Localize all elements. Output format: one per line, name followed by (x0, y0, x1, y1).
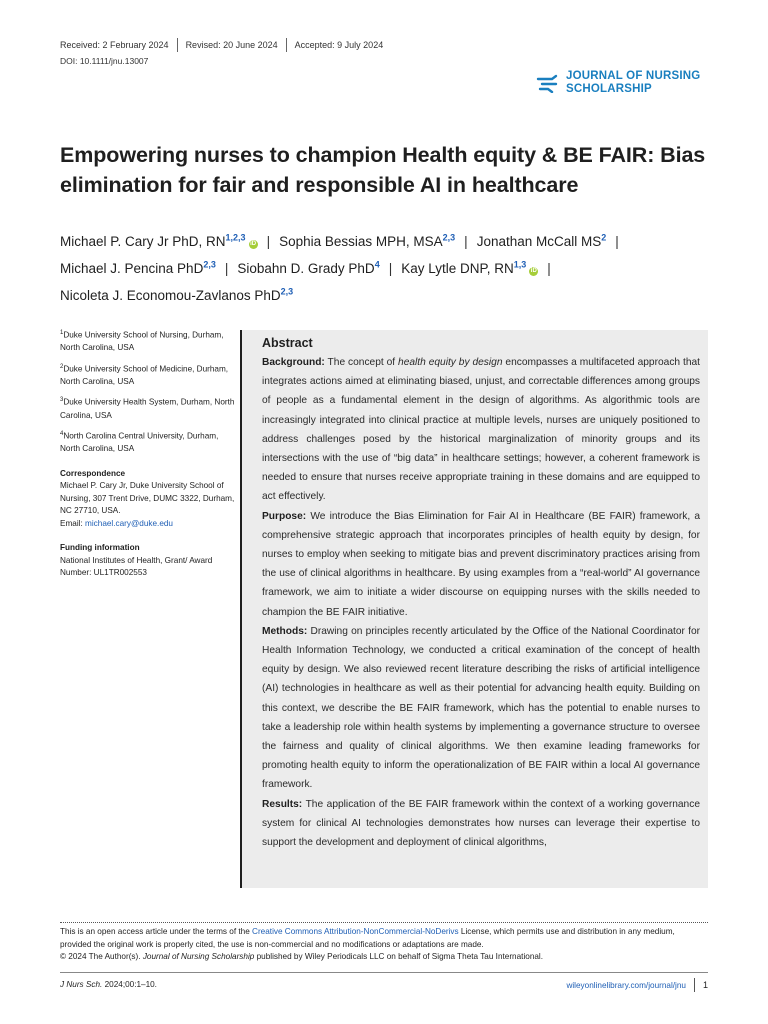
journal-name-line2: SCHOLARSHIP (566, 83, 652, 95)
article-dates (60, 38, 383, 52)
author-entry (60, 261, 216, 276)
author-entry (60, 288, 293, 303)
author-entry (401, 261, 538, 276)
copyright-post: published by Wiley Periodicals LLC on behalf of Sigma Theta Tau International. (254, 952, 544, 961)
affiliations (60, 327, 240, 456)
copyright-pre: © 2024 The Author(s). (60, 952, 143, 961)
license-pre: This is an open access article under the terms of the (60, 927, 253, 936)
abstract-section (262, 795, 700, 853)
correspondence-email-line (60, 518, 240, 531)
abstract-section (262, 353, 700, 507)
article-title: Empowering nurses to champion Health equity & BE FAIR: Bias elimination for fair and responsible AI in healthcare (60, 143, 706, 197)
author-entry (279, 234, 455, 249)
abstract-section-label: Background: (262, 357, 325, 368)
divider (286, 38, 287, 52)
affiliation (60, 327, 240, 355)
journal-website-link[interactable]: wileyonlinelibrary.com/journal/jnu (566, 980, 686, 990)
orcid-icon[interactable]: iD (530, 267, 537, 274)
abstract (262, 334, 700, 852)
author-name[interactable]: Siobahn D. Grady PhD (237, 260, 375, 276)
author-separator: | (615, 233, 619, 249)
author-affiliation-marks: 2 (601, 232, 607, 242)
correspondence-heading: Correspondence (60, 468, 126, 478)
author-affiliation-marks: 2,3 (442, 232, 456, 242)
affiliation-text: Duke University School of Nursing, Durham, North Carolina, USA (60, 330, 224, 353)
divider (177, 38, 178, 52)
revised-date: Revised: 20 June 2024 (185, 40, 278, 50)
footer-dotted-rule (60, 922, 708, 923)
footer-rule (60, 972, 708, 973)
author-name[interactable]: Sophia Bessias MPH, MSA (279, 233, 443, 249)
author-affiliation-marks: 1,2,3 (225, 232, 246, 242)
author-entry (60, 234, 258, 249)
affiliation (60, 428, 240, 456)
affiliation-number: 3 (60, 397, 64, 404)
received-date: Received: 2 February 2024 (60, 40, 169, 50)
author-list (60, 226, 720, 307)
abstract-section-label: Methods: (262, 625, 308, 637)
page-number: 1 (702, 980, 708, 990)
author-separator: | (464, 233, 468, 249)
affiliation-number: 2 (60, 363, 64, 370)
abstract-section (262, 622, 700, 795)
abstract-section-text: encompasses a multifaceted approach that integrates actions aimed at eliminating biased, unjust, and correctable differences among groups of people as a fundamental element in the design of algorithms. As algorithmic tools are increasingly integrated into clinical practice at multiple levels, nurses are uniquely positioned to address challenges posed by the historical marginalization of minority groups and its intersections with the use of “big data” in healthcare settings; however, a coherent framework is needed to ensure that nurses receive appropriate training in these domains and are equipped to act effectively. (262, 357, 700, 503)
funding-heading: Funding information (60, 543, 140, 553)
affiliation (60, 361, 240, 389)
author-entry (237, 261, 379, 276)
abstract-section (262, 507, 700, 622)
abstract-emphasis: health equity by design (398, 357, 503, 368)
journal-logo[interactable] (536, 70, 700, 96)
doi[interactable]: DOI: 10.1111/jnu.13007 (60, 56, 149, 66)
article-sidebar (60, 327, 240, 580)
copyright-text (60, 951, 708, 964)
license-link[interactable]: Creative Commons Attribution-NonCommercial-NoDerivs (252, 927, 459, 936)
author-name[interactable]: Kay Lytle DNP, RN (401, 260, 514, 276)
abstract-section-label: Purpose: (262, 510, 307, 522)
author-name[interactable]: Michael J. Pencina PhD (60, 260, 204, 276)
abstract-rule (240, 330, 242, 888)
abstract-section-text: The application of the BE FAIR framework within the context of a working governance system for clinical AI technologies demonstrates how nurses can leverage their expertise to support the development and deployment of clinical algorithms, (262, 798, 700, 849)
affiliation-number: 1 (60, 330, 64, 336)
accepted-date: Accepted: 9 July 2024 (294, 40, 384, 50)
funding-text: National Institutes of Health, Grant/ Award Number: UL1TR002553 (60, 555, 213, 578)
orcid-icon[interactable]: iD (250, 240, 257, 247)
author-name[interactable]: Nicoleta J. Economou-Zavlanos PhD (60, 287, 281, 303)
affiliation (60, 394, 240, 422)
author-affiliation-marks: 1,3 (513, 259, 527, 269)
email-label: Email: (60, 518, 86, 528)
abstract-section-text: We introduce the Bias Elimination for Fair AI in Healthcare (BE FAIR) framework, a comprehensive strategic approach that incorporates principles of health equity by design, for nurses to employ when seeking to mitigate bias and prevent discriminatory practices arising from the use of clinical algorithms in healthcare. By using examples from a “real-world” AI governance framework, we aim to initiate a wider discourse on equipping nurses with the skills needed to champion the BE FAIR initiative. (262, 510, 700, 618)
citation (60, 980, 157, 989)
journal-name-line1: JOURNAL OF NURSING (566, 70, 701, 82)
divider (694, 978, 695, 992)
journal-mark-icon (536, 73, 560, 93)
correspondence-email-link[interactable]: michael.cary@duke.edu (85, 518, 173, 528)
abstract-section-text: Drawing on principles recently articulated by the Office of the National Coordinator for Health Information Technology, we conducted a critical examination of the concept of health equity by design. We also reviewed recent literature describing the risks of artificial intelligence (AI) technologies in healthcare as well as their potential for advancing health equity. Building on this context, we describe the BE FAIR framework, which has the potential to enable nurses to take a leadership role within health systems by implementing a governance structure to oversee the fairness and quality of clinical algorithms. We then examine leading frameworks for promoting health equity to inform the operationalization of BE FAIR within a local AI governance framework. (262, 625, 700, 791)
correspondence-address: Michael P. Cary Jr, Duke University School of Nursing, 307 Trent Drive, DUMC 3322, Durham, NC 27710, USA. (60, 481, 235, 516)
abstract-heading: Abstract (262, 336, 313, 350)
license-post: License, which permits use and distribution in any medium, provided the original work is properly cited, the use is non-commercial and no modifications or adaptations are made. (60, 927, 675, 949)
author-separator: | (547, 260, 551, 276)
author-separator: | (388, 260, 393, 276)
license-text (60, 926, 708, 951)
author-affiliation-marks: 2,3 (203, 259, 216, 269)
affiliation-text: Duke University School of Medicine, Durham, North Carolina, USA (60, 364, 229, 386)
author-separator: | (266, 233, 271, 249)
affiliation-text: North Carolina Central University, Durham, North Carolina, USA (60, 431, 219, 454)
abstract-section-label: Results: (262, 798, 303, 810)
author-separator: | (224, 260, 229, 276)
citation-volume: 2024;00:1–10. (102, 980, 157, 989)
author-affiliation-marks: 2,3 (280, 286, 294, 296)
license-notice (60, 926, 708, 964)
affiliation-number: 4 (60, 431, 64, 438)
author-name[interactable]: Jonathan McCall MS (476, 233, 602, 249)
copyright-journal: Journal of Nursing Scholarship (142, 952, 255, 961)
abstract-sections (262, 353, 700, 852)
author-affiliation-marks: 4 (374, 259, 380, 269)
affiliation-text: Duke University Health System, Durham, North Carolina, USA (60, 398, 235, 420)
citation-journal: J Nurs Sch. (60, 980, 103, 989)
author-name[interactable]: Michael P. Cary Jr PhD, RN (60, 233, 226, 249)
author-entry (477, 234, 607, 249)
footer-right (566, 978, 708, 992)
abstract-section-text: The concept of (324, 357, 399, 368)
